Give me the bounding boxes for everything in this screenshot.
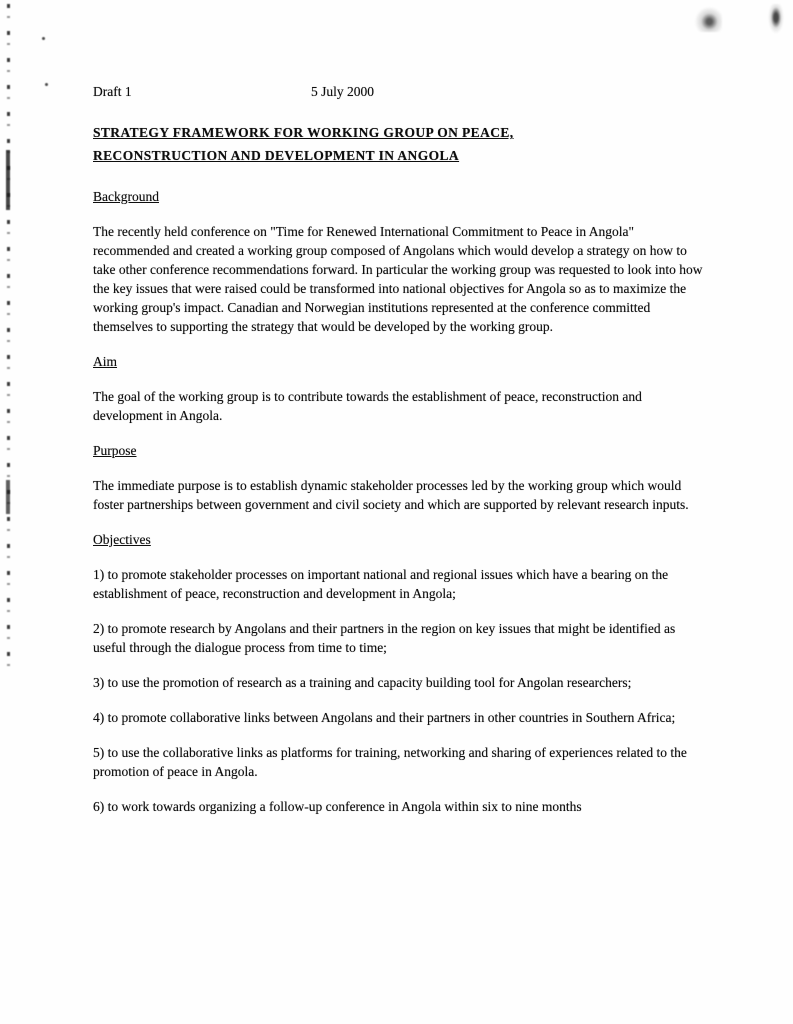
paragraph-aim: The goal of the working group is to contribute towards the establishment of peace, reconstruction and development in Angola. xyxy=(93,389,642,423)
scan-edge-mark-heavy xyxy=(6,150,10,210)
document-header xyxy=(93,82,709,101)
objective-item-1: 1) to promote stakeholder processes on important national and regional issues which have a bearing on the establishment of peace, reconstruction and development in Angola; xyxy=(93,567,669,601)
section-objectives xyxy=(93,530,709,816)
document-content xyxy=(93,82,709,832)
section-aim xyxy=(93,352,709,425)
paragraph-background: The recently held conference on "Time for Renewed International Commitment to Peace in Angola" recommended and created a working group composed of Angolans which would develop a strategy on how to take other conference recommendations forward. In particular the working group was requested to look into how the key issues that were raised could be transformed into national objectives for Angola so as to maximize the working group's impact. Canadian and Norwegian institutions represented at the conference committed themselves to supporting the strategy that would be developed by the working group. xyxy=(93,224,703,334)
section-background xyxy=(93,187,709,336)
objective-item-5: 5) to use the collaborative links as platforms for training, networking and sharing of experiences related to the promotion of peace in Angola. xyxy=(93,745,687,779)
scan-smudge xyxy=(768,4,784,34)
objective-item-2: 2) to promote research by Angolans and their partners in the region on key issues that might be identified as useful through the dialogue process from time to time; xyxy=(93,621,676,655)
document-title xyxy=(93,121,709,167)
draft-label: Draft 1 xyxy=(93,84,132,99)
section-heading-purpose: Purpose xyxy=(93,443,137,458)
scan-edge-marks xyxy=(7,4,10,666)
objective-item-4: 4) to promote collaborative links between Angolans and their partners in other countries in Southern Africa; xyxy=(93,710,676,725)
section-heading-background: Background xyxy=(93,189,159,204)
title-line-2: RECONSTRUCTION AND DEVELOPMENT IN ANGOLA xyxy=(93,148,460,163)
scan-speck xyxy=(42,37,45,40)
section-heading-objectives: Objectives xyxy=(93,532,151,547)
section-heading-aim: Aim xyxy=(93,354,118,369)
objective-item-6: 6) to work towards organizing a follow-up conference in Angola within six to nine months xyxy=(93,799,582,814)
scan-edge-mark-heavy xyxy=(6,480,10,514)
section-purpose xyxy=(93,441,709,514)
scan-speck xyxy=(45,83,48,86)
document-date: 5 July 2000 xyxy=(311,84,375,99)
title-line-1: STRATEGY FRAMEWORK FOR WORKING GROUP ON PEACE, xyxy=(93,125,514,140)
paragraph-purpose: The immediate purpose is to establish dynamic stakeholder processes led by the working group which would foster partnerships between government and civil society and which are supported by relevant research inputs. xyxy=(93,478,689,512)
scan-smudge xyxy=(694,6,722,32)
objective-item-3: 3) to use the promotion of research as a training and capacity building tool for Angolan researchers; xyxy=(93,675,632,690)
